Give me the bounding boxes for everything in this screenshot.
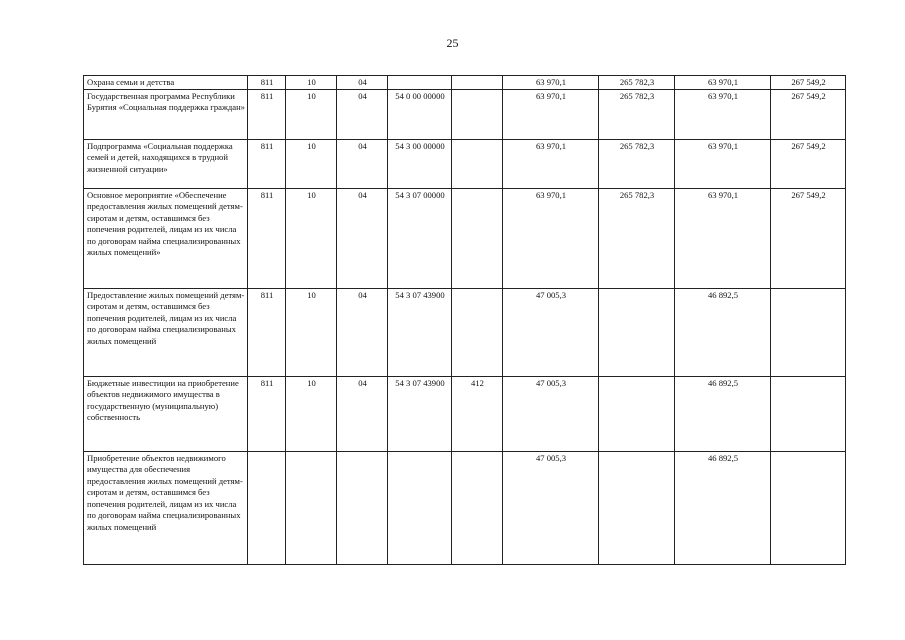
amount-cell: 46 892,5: [675, 376, 771, 451]
amount-cell: 63 970,1: [503, 139, 599, 188]
row-name-cell: Предоставление жилых помещений детям-сиротам и детям, оставшимся без попечения родителей, лицам из их числа по договорам найма специализированых жилых помещений: [84, 288, 248, 376]
subsection-code-cell: 04: [337, 376, 388, 451]
subsection-code-cell: 04: [337, 288, 388, 376]
expense-type-cell: [452, 451, 503, 564]
row-name-cell: Охрана семьи и детства: [84, 76, 248, 90]
section-code-cell: 10: [286, 76, 337, 90]
expense-type-cell: [452, 89, 503, 139]
amount-cell: 63 970,1: [503, 188, 599, 288]
expense-type-cell: [452, 288, 503, 376]
table-row: [84, 288, 846, 376]
target-article-cell: 54 0 00 00000: [388, 89, 452, 139]
amount-cell: 47 005,3: [503, 376, 599, 451]
ministry-code-cell: 811: [248, 139, 286, 188]
target-article-cell: 54 3 07 00000: [388, 188, 452, 288]
table-row: [84, 376, 846, 451]
row-name-cell: Основное мероприятие «Обеспечение предоставления жилых помещений детям-сиротам и детям, оставшимся без попечения родителей, лицам из их числа по договорам найма специализированных жилых помещений»: [84, 188, 248, 288]
amount-cell: [599, 451, 675, 564]
subsection-code-cell: [337, 451, 388, 564]
table-row: [84, 89, 846, 139]
ministry-code-cell: 811: [248, 89, 286, 139]
row-name-cell: Приобретение объектов недвижимого имущества для обеспечения предоставления жилых помещений детям-сиротам и детям, оставшимся без попечения родителей, лицам из их числа по договорам найма специализированных жилых помещений: [84, 451, 248, 564]
table-row: [84, 451, 846, 564]
amount-cell: 63 970,1: [503, 76, 599, 90]
amount-cell: 63 970,1: [675, 89, 771, 139]
amount-cell: 63 970,1: [503, 89, 599, 139]
amount-cell: 265 782,3: [599, 188, 675, 288]
amount-cell: 265 782,3: [599, 76, 675, 90]
amount-cell: 267 549,2: [771, 89, 846, 139]
section-code-cell: [286, 451, 337, 564]
amount-cell: [599, 376, 675, 451]
expense-type-cell: [452, 188, 503, 288]
amount-cell: 46 892,5: [675, 451, 771, 564]
target-article-cell: 54 3 07 43900: [388, 288, 452, 376]
page-number: 25: [446, 36, 459, 50]
ministry-code-cell: [248, 451, 286, 564]
row-name-cell: Бюджетные инвестиции на приобретение объектов недвижимого имущества в государственную (муниципальную) собственность: [84, 376, 248, 451]
amount-cell: 47 005,3: [503, 288, 599, 376]
section-code-cell: 10: [286, 288, 337, 376]
ministry-code-cell: 811: [248, 288, 286, 376]
table-row: [84, 188, 846, 288]
budget-table: [83, 75, 846, 565]
amount-cell: 267 549,2: [771, 76, 846, 90]
amount-cell: 47 005,3: [503, 451, 599, 564]
row-name-cell: Подпрограмма «Социальная поддержка семей и детей, находящихся в трудной жизненной ситуации»: [84, 139, 248, 188]
expense-type-cell: 412: [452, 376, 503, 451]
row-name-cell: Государственная программа Республики Бурятия «Социальная поддержка граждан»: [84, 89, 248, 139]
amount-cell: [771, 288, 846, 376]
subsection-code-cell: 04: [337, 89, 388, 139]
subsection-code-cell: 04: [337, 139, 388, 188]
target-article-cell: 54 3 07 43900: [388, 376, 452, 451]
ministry-code-cell: 811: [248, 188, 286, 288]
expense-type-cell: [452, 76, 503, 90]
amount-cell: 267 549,2: [771, 188, 846, 288]
ministry-code-cell: 811: [248, 76, 286, 90]
ministry-code-cell: 811: [248, 376, 286, 451]
target-article-cell: [388, 451, 452, 564]
target-article-cell: 54 3 00 00000: [388, 139, 452, 188]
section-code-cell: 10: [286, 188, 337, 288]
section-code-cell: 10: [286, 139, 337, 188]
target-article-cell: [388, 76, 452, 90]
subsection-code-cell: 04: [337, 188, 388, 288]
amount-cell: 265 782,3: [599, 89, 675, 139]
amount-cell: 265 782,3: [599, 139, 675, 188]
amount-cell: 46 892,5: [675, 288, 771, 376]
amount-cell: 63 970,1: [675, 76, 771, 90]
amount-cell: 63 970,1: [675, 139, 771, 188]
amount-cell: [771, 451, 846, 564]
subsection-code-cell: 04: [337, 76, 388, 90]
amount-cell: [599, 288, 675, 376]
table-row: [84, 139, 846, 188]
table-row: [84, 76, 846, 90]
expense-type-cell: [452, 139, 503, 188]
section-code-cell: 10: [286, 376, 337, 451]
amount-cell: 267 549,2: [771, 139, 846, 188]
section-code-cell: 10: [286, 89, 337, 139]
amount-cell: [771, 376, 846, 451]
amount-cell: 63 970,1: [675, 188, 771, 288]
